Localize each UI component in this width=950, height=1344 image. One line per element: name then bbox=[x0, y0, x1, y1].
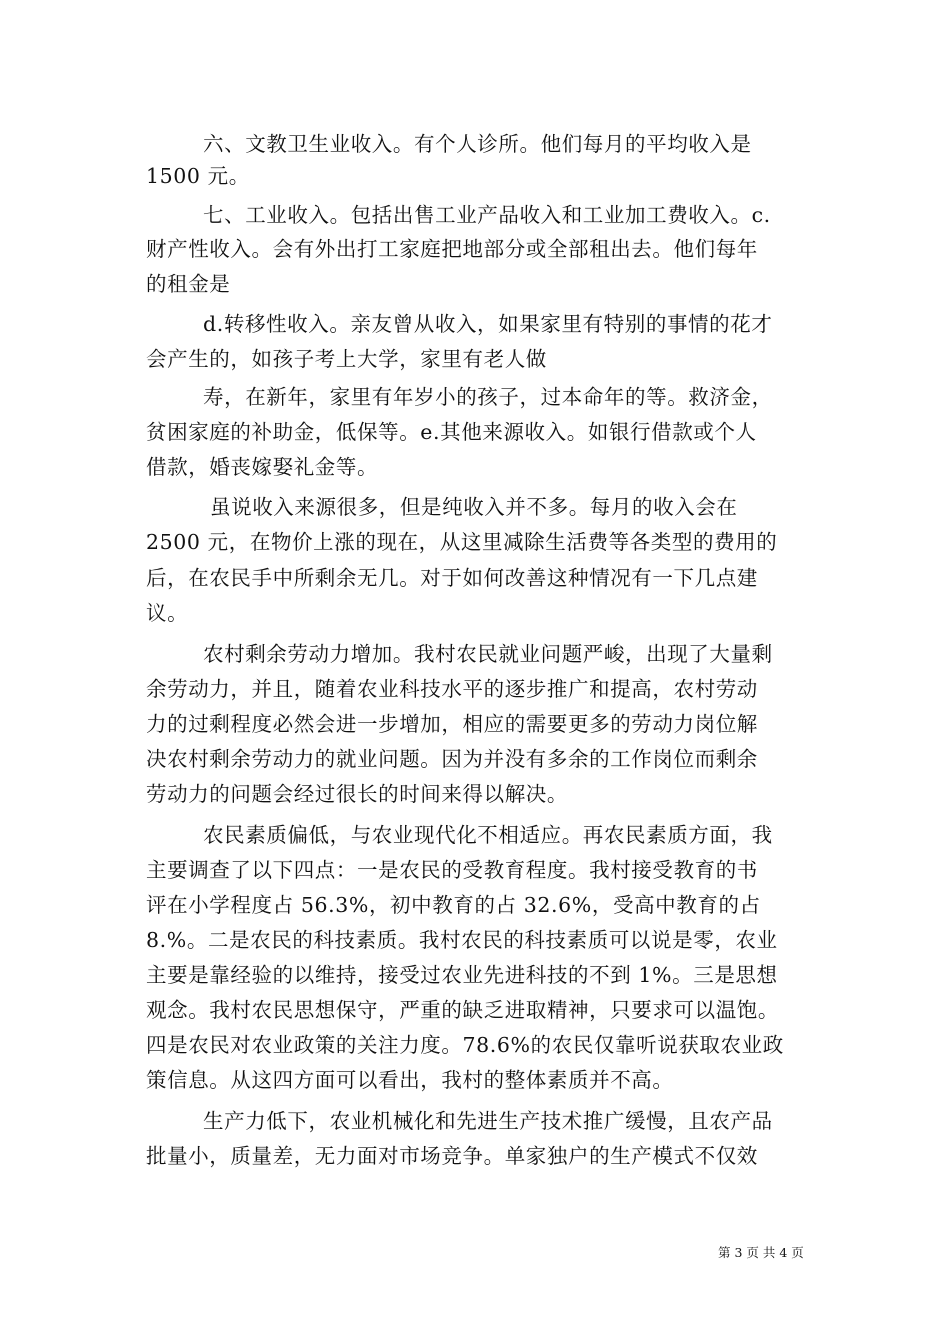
text-line-12: 2500 元，在物价上涨的现在，从这里减除生活费等各类型的费用的 bbox=[146, 530, 778, 554]
text-line-8: 寿，在新年，家里有年岁小的孩子，过本命年的等。救济金， bbox=[203, 385, 773, 409]
text-line-7: 会产生的，如孩子考上大学，家里有老人做 bbox=[146, 347, 547, 371]
text-line-16: 余劳动力，并且，随着农业科技水平的逐步推广和提高，农村劳动 bbox=[146, 677, 758, 701]
text-line-2: 1500 元。 bbox=[146, 164, 250, 188]
text-line-21: 主要调查了以下四点：一是农民的受教育程度。我村接受教育的书 bbox=[146, 858, 758, 882]
text-line-14: 议。 bbox=[146, 601, 189, 625]
text-line-9: 贫困家庭的补助金，低保等。e.其他来源收入。如银行借款或个人 bbox=[146, 420, 757, 444]
text-line-10: 借款，婚丧嫁娶礼金等。 bbox=[146, 455, 379, 479]
text-line-6: d.转移性收入。亲友曾从收入，如果家里有特别的事情的花才 bbox=[203, 312, 773, 336]
text-line-27: 策信息。从这四方面可以看出，我村的整体素质并不高。 bbox=[146, 1068, 674, 1092]
text-line-19: 劳动力的问题会经过很长的时间来得以解决。 bbox=[146, 782, 568, 806]
text-line-5: 的租金是 bbox=[146, 272, 231, 296]
text-line-20: 农民素质偏低，与农业现代化不相适应。再农民素质方面，我 bbox=[203, 823, 773, 847]
text-line-25: 观念。我村农民思想保守，严重的缺乏进取精神，只要求可以温饱。 bbox=[146, 998, 779, 1022]
text-line-4: 财产性收入。会有外出打工家庭把地部分或全部租出去。他们每年 bbox=[146, 237, 758, 261]
text-line-23: 8.%。二是农民的科技素质。我村农民的科技素质可以说是零，农业 bbox=[146, 928, 778, 952]
text-line-28: 生产力低下，农业机械化和先进生产技术推广缓慢，且农产品 bbox=[203, 1109, 773, 1133]
text-line-13: 后，在农民手中所剩余无几。对于如何改善这种情况有一下几点建 bbox=[146, 566, 758, 590]
text-line-1: 六、文教卫生业收入。有个人诊所。他们每月的平均收入是 bbox=[203, 132, 752, 156]
text-line-3: 七、工业收入。包括出售工业产品收入和工业加工费收入。c. bbox=[203, 203, 771, 227]
text-line-18: 决农村剩余劳动力的就业问题。因为并没有多余的工作岗位而剩余 bbox=[146, 747, 758, 771]
text-line-17: 力的过剩程度必然会进一步增加，相应的需要更多的劳动力岗位解 bbox=[146, 712, 758, 736]
page-number-footer: 第 3 页 共 4 页 bbox=[718, 1245, 804, 1260]
text-line-15: 农村剩余劳动力增加。我村农民就业问题严峻，出现了大量剩 bbox=[203, 642, 773, 666]
text-line-22: 评在小学程度占 56.3%，初中教育的占 32.6%，受高中教育的占 bbox=[146, 893, 761, 917]
text-line-11: 虽说收入来源很多，但是纯收入并不多。每月的收入会在 bbox=[210, 495, 738, 519]
text-line-29: 批量小，质量差，无力面对市场竞争。单家独户的生产模式不仅效 bbox=[146, 1144, 758, 1168]
text-line-26: 四是农民对农业政策的关注力度。78.6%的农民仅靠听说获取农业政 bbox=[146, 1033, 784, 1057]
text-line-24: 主要是靠经验的以维持，接受过农业先进科技的不到 1%。三是思想 bbox=[146, 963, 778, 987]
